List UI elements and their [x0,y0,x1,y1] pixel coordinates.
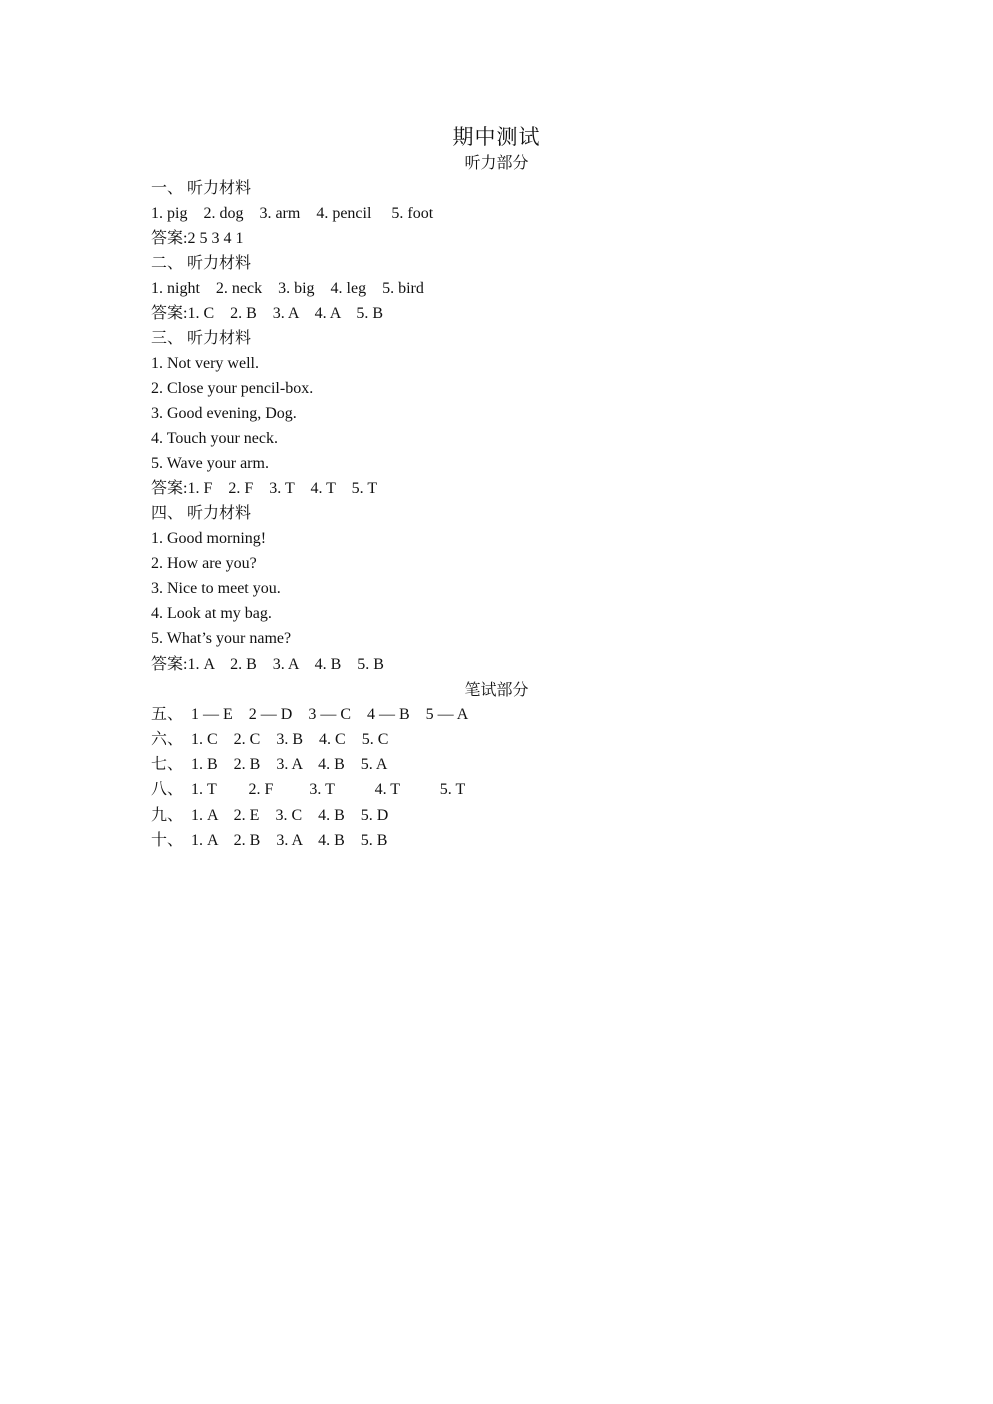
section-3-material-1: 1. Not very well. [151,355,259,372]
section-9-answer: 九、 1. A 2. E 3. C 4. B 5. D [151,807,389,824]
page-title: 期中测试 [452,125,541,149]
section-4-material-5: 5. What’s your name? [151,630,292,647]
section-2-heading: 二、 听力材料 [151,255,252,272]
section-3-material-4: 4. Touch your neck. [151,430,278,447]
listening-section-heading: 听力部分 [464,155,529,172]
section-2-material: 1. night 2. neck 3. big 4. leg 5. bird [151,280,424,297]
section-7-answer: 七、 1. B 2. B 3. A 4. B 5. A [151,756,388,773]
section-4-material-4: 4. Look at my bag. [151,605,272,622]
section-2-answer: 答案:1. C 2. B 3. A 4. A 5. B [151,305,384,322]
section-5-answer: 五、 1 — E 2 — D 3 — C 4 — B 5 — A [151,706,469,723]
section-6-answer: 六、 1. C 2. C 3. B 4. C 5. C [151,731,389,748]
section-4-answer: 答案:1. A 2. B 3. A 4. B 5. B [151,656,384,673]
section-1-material: 1. pig 2. dog 3. arm 4. pencil 5. foot [151,205,434,222]
section-4-material-2: 2. How are you? [151,555,257,572]
section-8-answer: 八、 1. T 2. F 3. T 4. T 5. T [151,781,466,798]
section-3-material-3: 3. Good evening, Dog. [151,405,297,422]
section-1-answer: 答案:2 5 3 4 1 [151,230,244,247]
section-3-material-5: 5. Wave your arm. [151,455,269,472]
section-4-material-1: 1. Good morning! [151,530,267,547]
section-1-heading: 一、 听力材料 [151,180,252,197]
section-3-material-2: 2. Close your pencil-box. [151,380,314,397]
section-4-material-3: 3. Nice to meet you. [151,580,281,597]
section-3-heading: 三、 听力材料 [151,330,252,347]
writing-section-heading: 笔试部分 [464,682,529,699]
section-3-answer: 答案:1. F 2. F 3. T 4. T 5. T [151,480,378,497]
section-4-heading: 四、 听力材料 [151,505,252,522]
section-10-answer: 十、 1. A 2. B 3. A 4. B 5. B [151,832,388,849]
